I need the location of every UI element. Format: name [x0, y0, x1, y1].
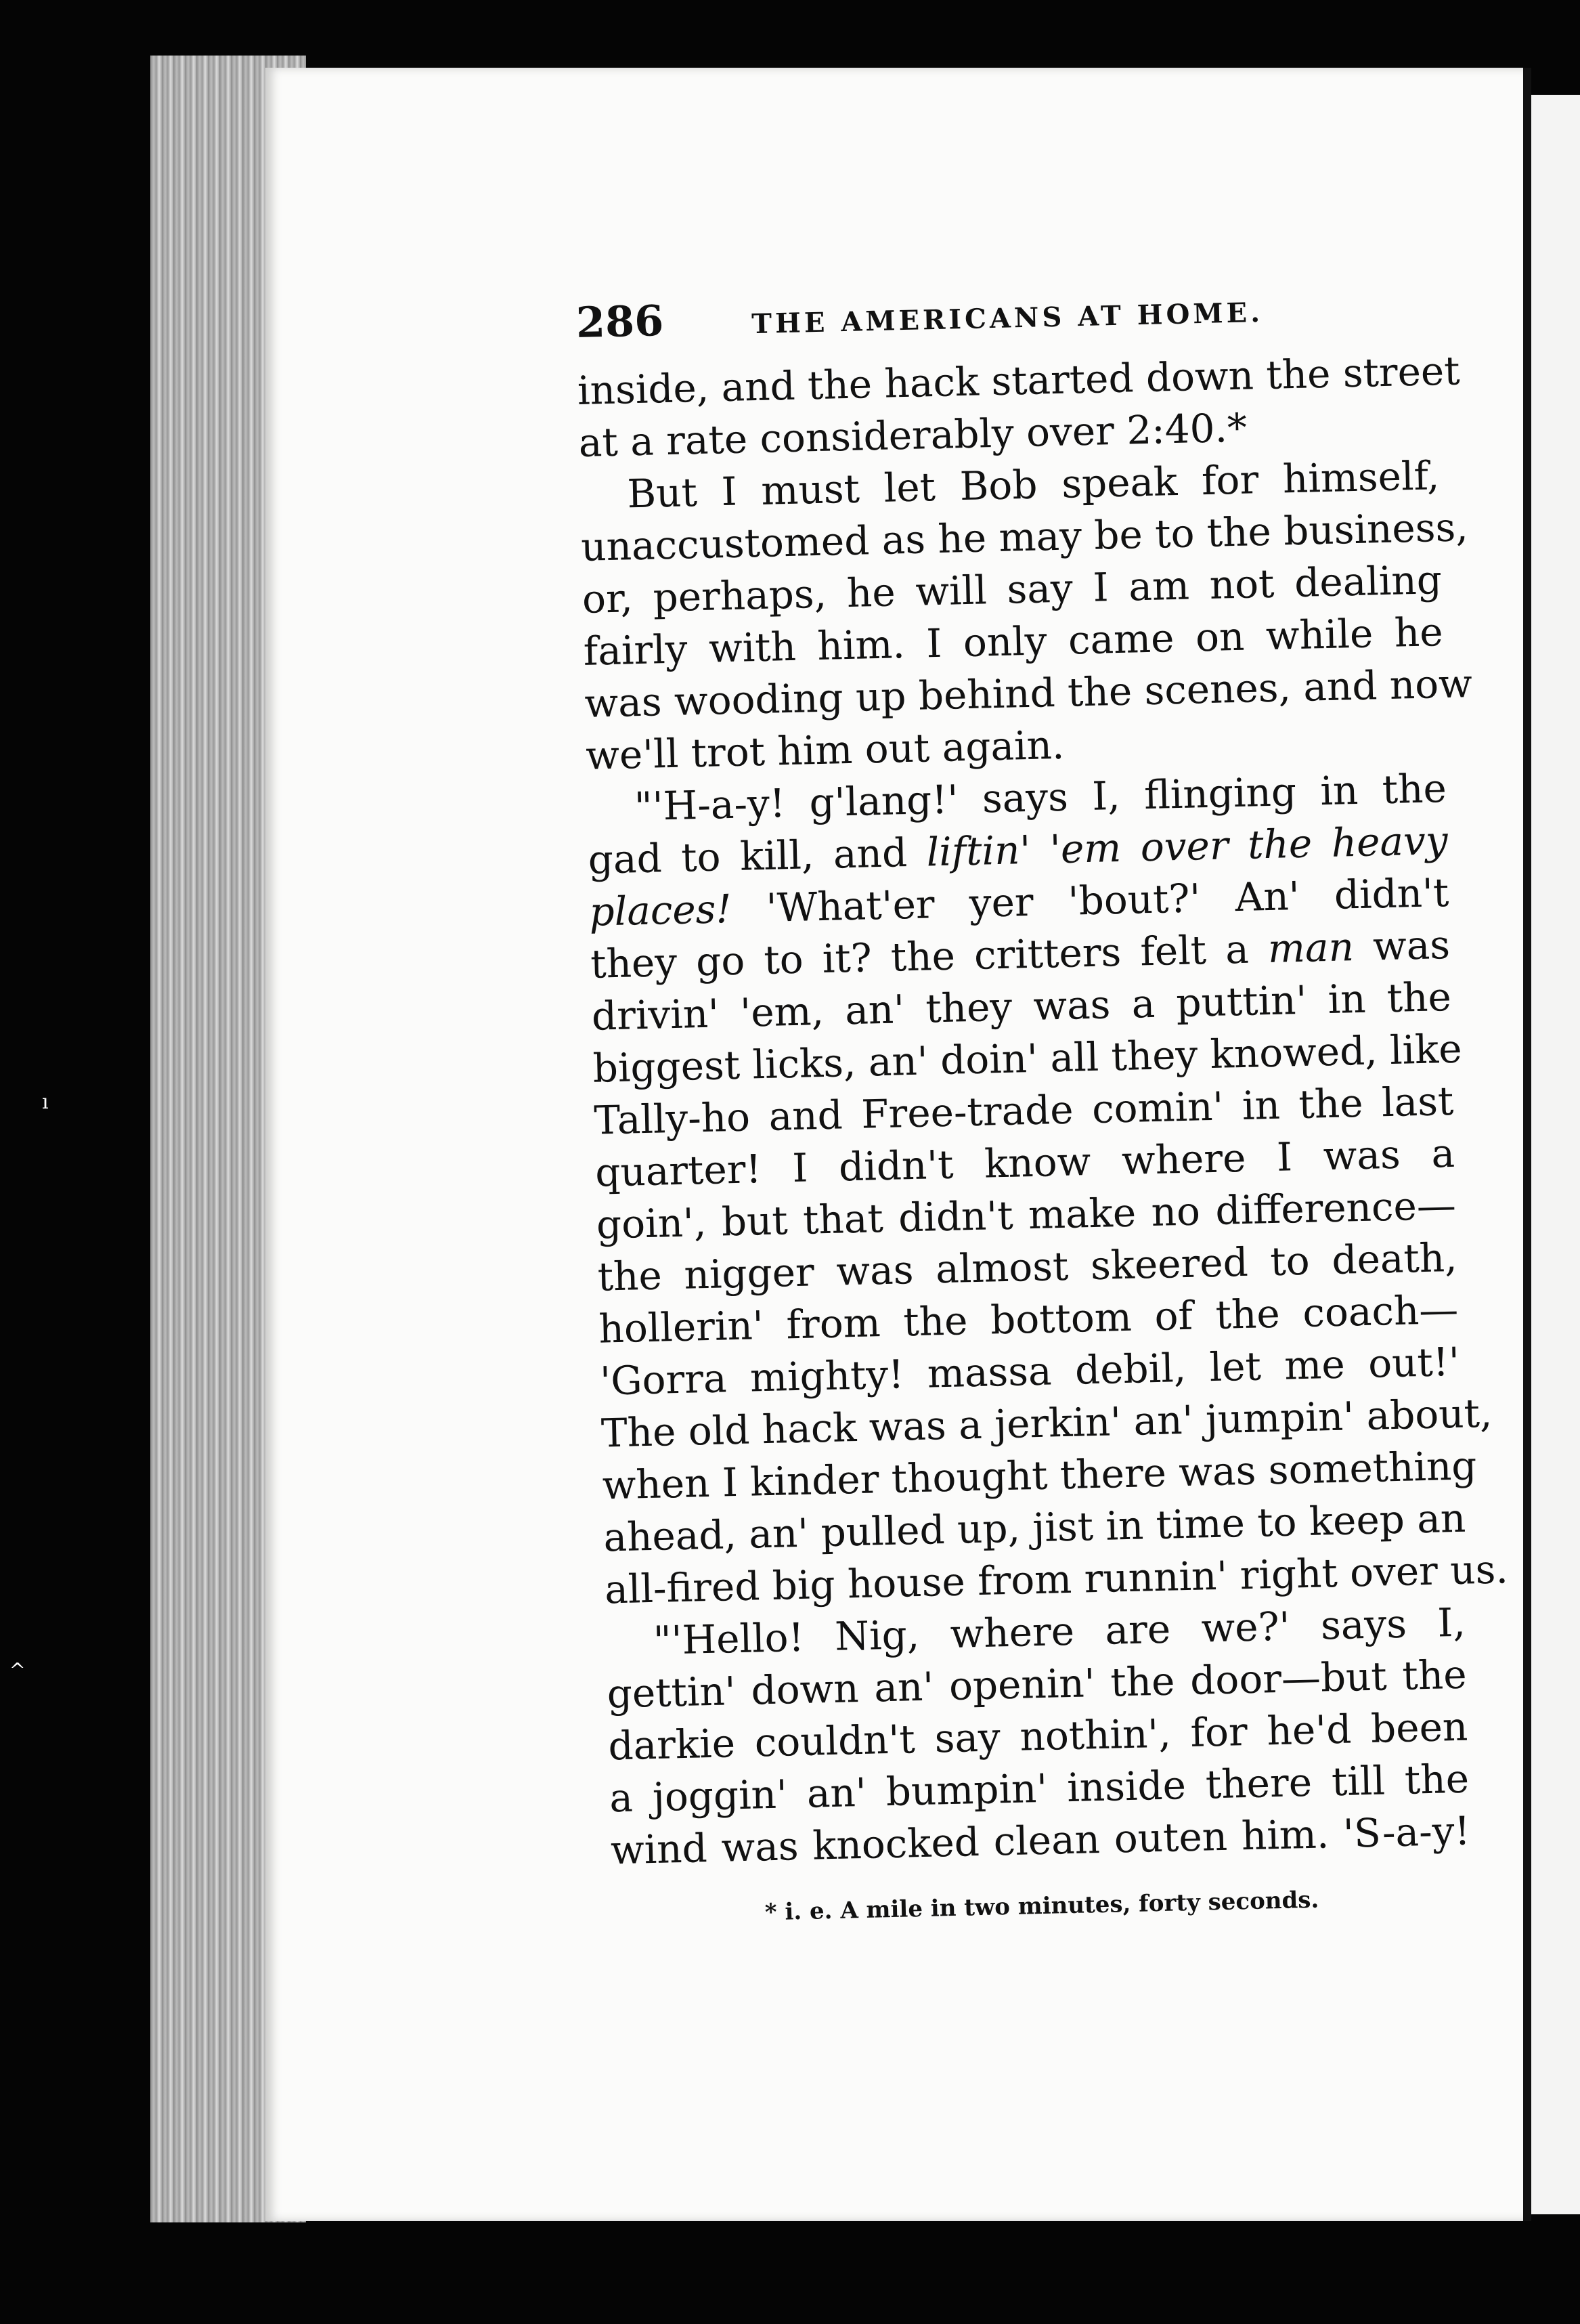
italic-span: man	[1267, 924, 1355, 972]
text-span: they go to it? the critters felt a	[590, 926, 1269, 987]
text-block	[575, 278, 1509, 1929]
text-line: we'll trot him out again.	[585, 721, 1066, 779]
text-line: hollerin' from the bottom of the coach—	[598, 1286, 1459, 1352]
italic-span: places!	[588, 886, 732, 935]
text-line: 'Gorra mighty! massa debil, let me out!'	[599, 1338, 1460, 1404]
text-line: a joggin' an' bumpin' inside there till the	[609, 1755, 1470, 1822]
margin-mark: ^	[9, 1659, 26, 1681]
text-line: wind was knocked clean outen him. 'S-a-y!	[610, 1807, 1471, 1874]
text-line: biggest licks, an' doin' all they knowed, like	[592, 1025, 1463, 1092]
text-line: drivin' 'em, an' they was a puttin' in the	[591, 973, 1452, 1039]
text-line: unaccustomed as he may be to the business,	[580, 504, 1469, 570]
text-line: "'H-a-y! g'lang!' says I, flinging in the	[634, 765, 1447, 830]
text-line: when I kinder thought there was something	[602, 1442, 1478, 1509]
text-line: gettin' down an' openin' the door—but the	[607, 1651, 1468, 1717]
text-line: was wooding up behind the scenes, and now	[584, 660, 1473, 727]
text-line: ahead, an' pulled up, jist in time to keep an	[602, 1494, 1466, 1561]
text-span: gad to kill, and	[588, 829, 927, 883]
text-line: the nigger was almost skeered to death,	[597, 1234, 1458, 1300]
text-line: "'Hello! Nig, where are we?' says I,	[653, 1599, 1466, 1664]
text-line: Tally-ho and Free-trade comin' in the last	[593, 1077, 1455, 1144]
page-fold	[1523, 68, 1531, 2221]
running-title: THE AMERICANS AT HOME.	[751, 296, 1264, 341]
text-line: all-fired big house from runnin' right over us.	[604, 1546, 1509, 1613]
text-span: 'What'er yer 'bout?' An' didn't	[730, 869, 1450, 932]
text-line: inside, and the hack started down the street	[577, 347, 1461, 414]
page-number: 286	[575, 296, 665, 347]
italic-span: liftin' 'em over the heavy	[925, 817, 1449, 876]
footnote: * i. e. A mile in two minutes, forty seconds.	[764, 1886, 1319, 1927]
text-line: quarter! I didn't know where I was a	[594, 1129, 1455, 1196]
text-line: at a rate considerably over 2:40.*	[578, 404, 1248, 466]
text-line: or, perhaps, he will say I am not dealing	[581, 557, 1443, 622]
text-line: goin', but that didn't make no difference—	[596, 1182, 1457, 1248]
text-line: But I must let Bob speak for himself,	[626, 452, 1441, 517]
margin-mark: ı	[42, 1090, 49, 1114]
next-page-sliver	[1531, 95, 1580, 2214]
text-line: darkie couldn't say nothin', for he'd been	[607, 1703, 1468, 1769]
text-line: fairly with him. I only came on while he	[583, 609, 1444, 674]
text-span: was	[1353, 921, 1451, 970]
text-line: The old hack was a jerkin' an' jumpin' about,	[600, 1390, 1493, 1457]
